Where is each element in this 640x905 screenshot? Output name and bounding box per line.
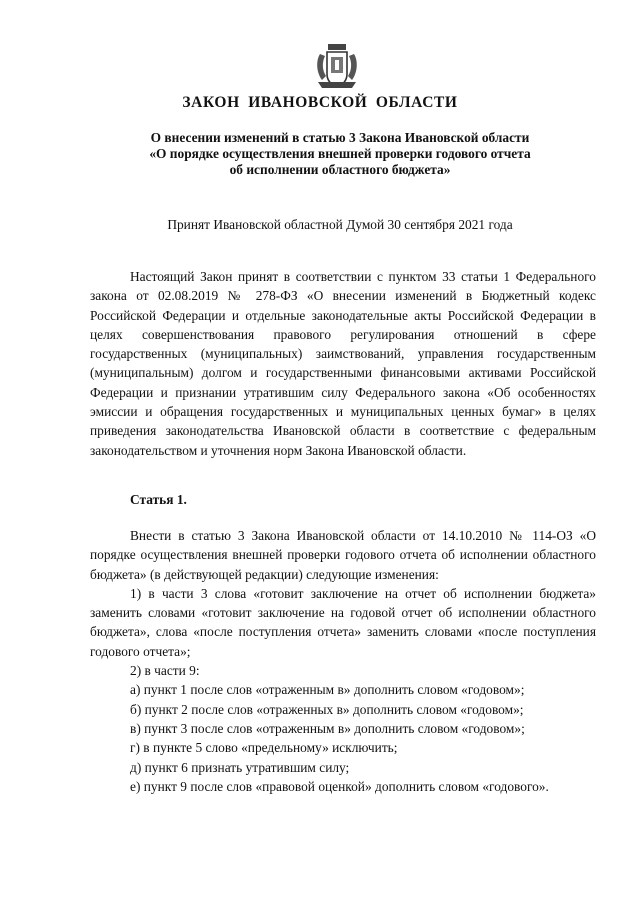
adoption-note: Принят Ивановской областной Думой 30 сентября 2021 года	[167, 217, 513, 232]
subtitle-line-3: об исполнении областного бюджета»	[229, 162, 451, 177]
article-subitem-c: в) пункт 3 после слов «отраженным в» дополнить словом «годовом»;	[130, 720, 525, 736]
law-subtitle	[90, 130, 590, 178]
article-body	[90, 526, 596, 796]
law-title: ЗАКОН ИВАНОВСКОЙ ОБЛАСТИ	[182, 94, 458, 111]
subtitle-line-1: О внесении изменений в статью 3 Закона Ивановской области	[150, 130, 530, 145]
preamble-paragraph: Настоящий Закон принят в соответствии с пунктом 33 статьи 1 Федерального закона от 02.08.2019 № 278-ФЗ «О внесении изменений в Бюджетный кодекс Российской Федерации и отдельные законодательные акты Российской Федерации в целях совершенствования правового регулирования отношений в сфере государственных (муниципальных) заимствований, управления государственным (муниципальным) долгом и государственными финансовыми активами Российской Федерации и признании утратившим силу Федерального закона «Об особенностях эмиссии и обращения государственных и муниципальных ценных бумаг» в целях приведения законодательства Ивановской области в соответствие с федеральным законодательством и уточнения норм Закона Ивановской области.	[90, 269, 596, 458]
article-item-2: 2) в части 9:	[130, 663, 200, 679]
article-subitem-d: г) в пункте 5 слово «предельному» исключить;	[130, 740, 398, 756]
article-subitem-e: д) пункт 6 признать утратившим силу;	[130, 759, 350, 775]
article-subitem-a: а) пункт 1 после слов «отраженным в» дополнить словом «годовом»;	[130, 682, 525, 698]
preamble	[90, 267, 596, 460]
subtitle-line-2: «О порядке осуществления внешней проверки годового отчета	[149, 146, 531, 161]
article-subitem-f: е) пункт 9 после слов «правовой оценкой» дополнить словом «годового».	[130, 778, 549, 794]
article-heading: Статья 1.	[130, 492, 187, 507]
article-subitem-b: б) пункт 2 после слов «отраженных в» дополнить словом «годовом»;	[130, 701, 524, 717]
ivanovo-coat-of-arms-icon	[314, 40, 360, 92]
article-item-1: 1) в части 3 слова «готовит заключение на отчет об исполнении бюджета» заменить словами «готовит заключение на годовой отчет об исполнении областного бюджета», слова «после поступления отчета» заменить словами «после поступления годового отчета»;	[90, 585, 596, 659]
article-paragraph-intro: Внести в статью 3 Закона Ивановской области от 14.10.2010 № 114-ОЗ «О порядке осуществления внешней проверки годового отчета об исполнении областного бюджета» (в действующей редакции) следующие изменения:	[90, 528, 596, 582]
